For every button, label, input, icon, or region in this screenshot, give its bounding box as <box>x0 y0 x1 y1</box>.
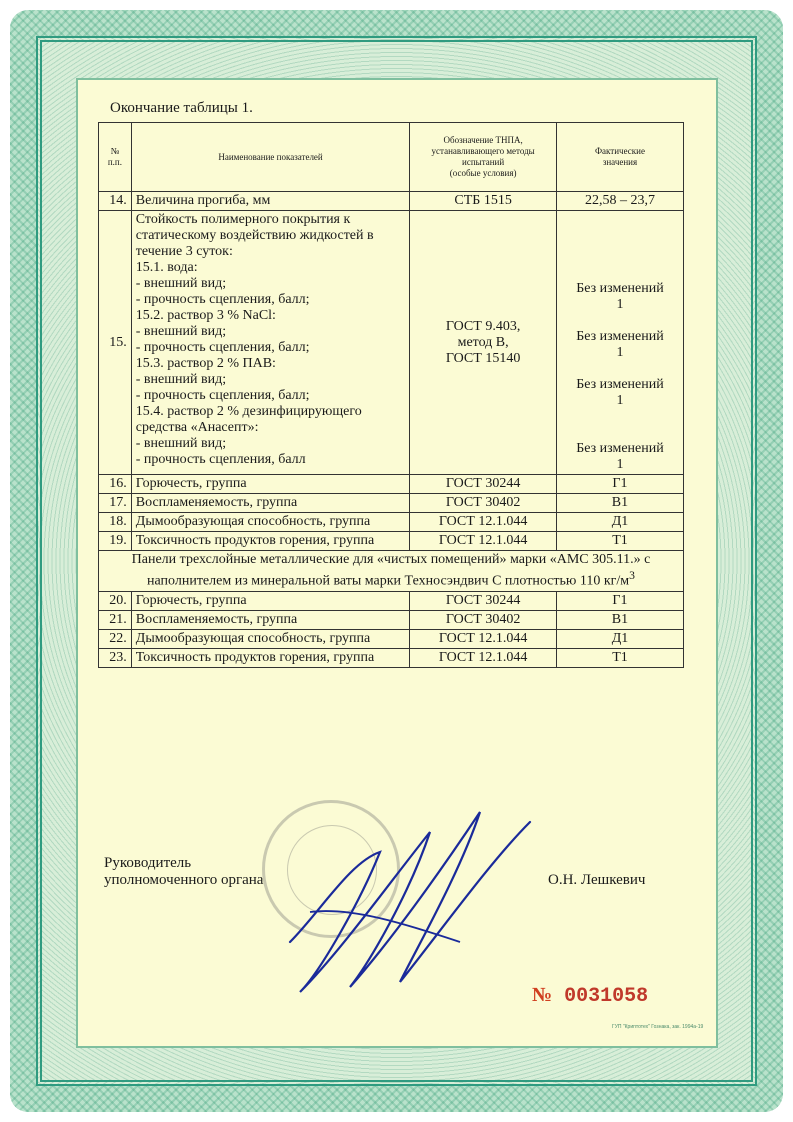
row-name: Дымообразующая способность, группа <box>131 513 410 532</box>
row-std: ГОСТ 30402 <box>410 610 557 629</box>
row-name: Воспламеняемость, группа <box>131 610 410 629</box>
section-text: Панели трехслойные металлические для «чистых помещений» марки «АМС 305.11.» с наполнителем из минеральной ваты марки Техносэндвич С плотностью 110 кг/м <box>131 552 651 589</box>
row-num: 17. <box>99 494 132 513</box>
row-num: 22. <box>99 629 132 648</box>
row-std: ГОСТ 30244 <box>410 591 557 610</box>
printer-note: ГУП "Криптотех" Гознака, зак. 1994а-19 <box>612 1024 704 1030</box>
row-std: СТБ 1515 <box>410 192 557 211</box>
row-num: 16. <box>99 475 132 494</box>
section-heading <box>99 551 684 592</box>
table-caption: Окончание таблицы 1. <box>110 100 253 116</box>
row-num: 14. <box>99 192 132 211</box>
table-row <box>99 648 684 667</box>
signatory-role: Руководитель уполномоченного органа <box>104 855 264 888</box>
header-name: Наименование показателей <box>131 123 410 192</box>
table-row <box>99 629 684 648</box>
table-row-15 <box>99 211 684 475</box>
serial-digits: 0031058 <box>564 985 649 1008</box>
header-num: № п.п. <box>99 123 132 192</box>
table-row <box>99 475 684 494</box>
table-row <box>99 532 684 551</box>
row-val: Г1 <box>556 591 683 610</box>
row-num: 18. <box>99 513 132 532</box>
row-std: ГОСТ 9.403, метод В, ГОСТ 15140 <box>410 211 557 475</box>
row-std: ГОСТ 12.1.044 <box>410 648 557 667</box>
row-name: Горючесть, группа <box>131 475 410 494</box>
row-val: В1 <box>556 610 683 629</box>
table-row <box>99 591 684 610</box>
row-std: ГОСТ 12.1.044 <box>410 532 557 551</box>
indicators-table <box>98 122 684 668</box>
row-val: Без изменений 1 Без изменений 1 Без изменений 1 Без изменений 1 <box>556 211 683 475</box>
row-std: ГОСТ 30402 <box>410 494 557 513</box>
serial-prefix: № <box>532 984 553 1006</box>
row-num: 23. <box>99 648 132 667</box>
row-name: Токсичность продуктов горения, группа <box>131 648 410 667</box>
header-val: Фактические значения <box>556 123 683 192</box>
row-std: ГОСТ 12.1.044 <box>410 513 557 532</box>
row-name: Токсичность продуктов горения, группа <box>131 532 410 551</box>
table-row <box>99 192 684 211</box>
row-num: 21. <box>99 610 132 629</box>
row-std: ГОСТ 12.1.044 <box>410 629 557 648</box>
handwritten-signature <box>280 792 540 1002</box>
row-val: Д1 <box>556 513 683 532</box>
table-row <box>99 494 684 513</box>
row-name: Величина прогиба, мм <box>131 192 410 211</box>
table-row <box>99 513 684 532</box>
table-section-row <box>99 551 684 592</box>
row-val: 22,58 – 23,7 <box>556 192 683 211</box>
table-header-row <box>99 123 684 192</box>
row-val: Д1 <box>556 629 683 648</box>
section-sup: 3 <box>629 569 635 582</box>
header-std: Обозначение ТНПА, устанавливающего методы испытаний (особые условия) <box>410 123 557 192</box>
row-name: Горючесть, группа <box>131 591 410 610</box>
row-name: Стойкость полимерного покрытия к статическому воздействию жидкостей в течение 3 суток: 15.1. вода: - внешний вид; - прочность сцепления, балл; 15.2. раствор 3 % NaCl: - внешний вид; - прочность сцепления, балл; 15.3. раствор 2 % ПАВ: - внешний вид; - прочность сцепления, балл; 15.4. раствор 2 % дезинфицирующего средства «Анасепт»: - внешний вид; - прочность сцепления, балл <box>131 211 410 475</box>
row-std: ГОСТ 30244 <box>410 475 557 494</box>
row-name: Воспламеняемость, группа <box>131 494 410 513</box>
serial-number <box>532 984 648 1008</box>
table-row <box>99 610 684 629</box>
row-num: 19. <box>99 532 132 551</box>
row-num: 15. <box>99 211 132 475</box>
row-val: В1 <box>556 494 683 513</box>
signatory-name: О.Н. Лешкевич <box>548 872 646 888</box>
row-val: Т1 <box>556 648 683 667</box>
row-val: Т1 <box>556 532 683 551</box>
row-val: Г1 <box>556 475 683 494</box>
row-name: Дымообразующая способность, группа <box>131 629 410 648</box>
row-num: 20. <box>99 591 132 610</box>
